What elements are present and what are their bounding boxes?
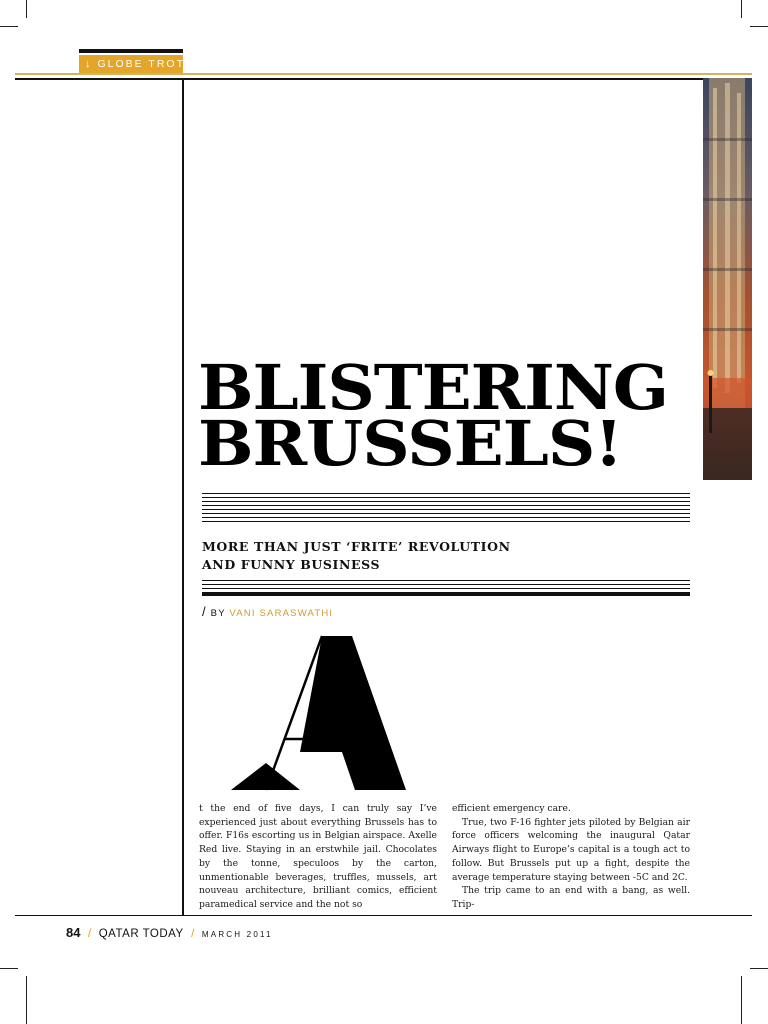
paragraph: True, two F-16 fighter jets piloted by Belgian air force officers welcoming the inaugural Qatar Airways flight to Europe’s capital is a tough act to follow. But Brussels put up a fight, despite the average temperature staying between -5C and 2C. xyxy=(452,816,690,883)
deck-line-2: AND FUNNY BUSINESS xyxy=(202,557,381,572)
crop-mark xyxy=(26,0,27,18)
headline-line-1: BLISTERING xyxy=(198,351,668,424)
section-bar xyxy=(79,49,183,53)
crop-mark xyxy=(741,0,742,18)
arrow-down-icon: ↓ xyxy=(85,58,93,70)
gold-rule xyxy=(15,73,752,75)
byline xyxy=(202,604,333,619)
top-rule xyxy=(15,78,752,80)
deck xyxy=(202,538,622,574)
crop-mark xyxy=(0,26,18,27)
page-number: 84 xyxy=(66,925,81,940)
magazine-name: QATAR TODAY xyxy=(98,928,184,940)
drop-cap xyxy=(230,628,410,793)
crop-mark xyxy=(750,26,768,27)
section-tag[interactable] xyxy=(79,55,183,73)
headline-line-2: BRUSSELS! xyxy=(198,407,623,480)
crop-mark xyxy=(741,976,742,1024)
body-column-2 xyxy=(452,802,690,912)
slash-separator: / xyxy=(87,926,92,940)
crop-mark xyxy=(26,976,27,1024)
body-column-1 xyxy=(199,802,437,912)
headline xyxy=(198,351,728,480)
deck-line-1: MORE THAN JUST ‘FRITE’ REVOLUTION xyxy=(202,539,511,554)
paragraph: efficient emergency care. xyxy=(452,803,571,814)
bottom-rule xyxy=(15,915,752,916)
slash-separator: / xyxy=(191,926,195,940)
issue-date: MARCH 2011 xyxy=(201,930,273,939)
decorative-rules-top xyxy=(202,493,690,525)
byline-prefix: BY xyxy=(210,608,226,619)
crop-mark xyxy=(750,968,768,969)
paragraph: The trip came to an end with a bang, as well. Trip- xyxy=(452,885,690,910)
folio xyxy=(66,924,273,942)
decorative-rules-bottom xyxy=(202,580,690,599)
slash-icon: / xyxy=(202,604,207,619)
crop-mark xyxy=(0,968,18,969)
byline-author[interactable]: VANI SARASWATHI xyxy=(229,608,334,619)
paragraph: t the end of five days, I can truly say I’ve experienced just about everything Brussels has to offer. F16s escorting us in Belgian airspace. Axelle Red live. Staying in an erstwhile jail. Chocolates by the tonne, speculoos by the carton, unmentionable beverages, truffles, mussels, art nouveau architecture, brilliant comics, efficient paramedical service and the not so xyxy=(199,803,437,910)
section-label: GLOBE TROT xyxy=(97,58,185,70)
column-rule xyxy=(182,78,184,916)
